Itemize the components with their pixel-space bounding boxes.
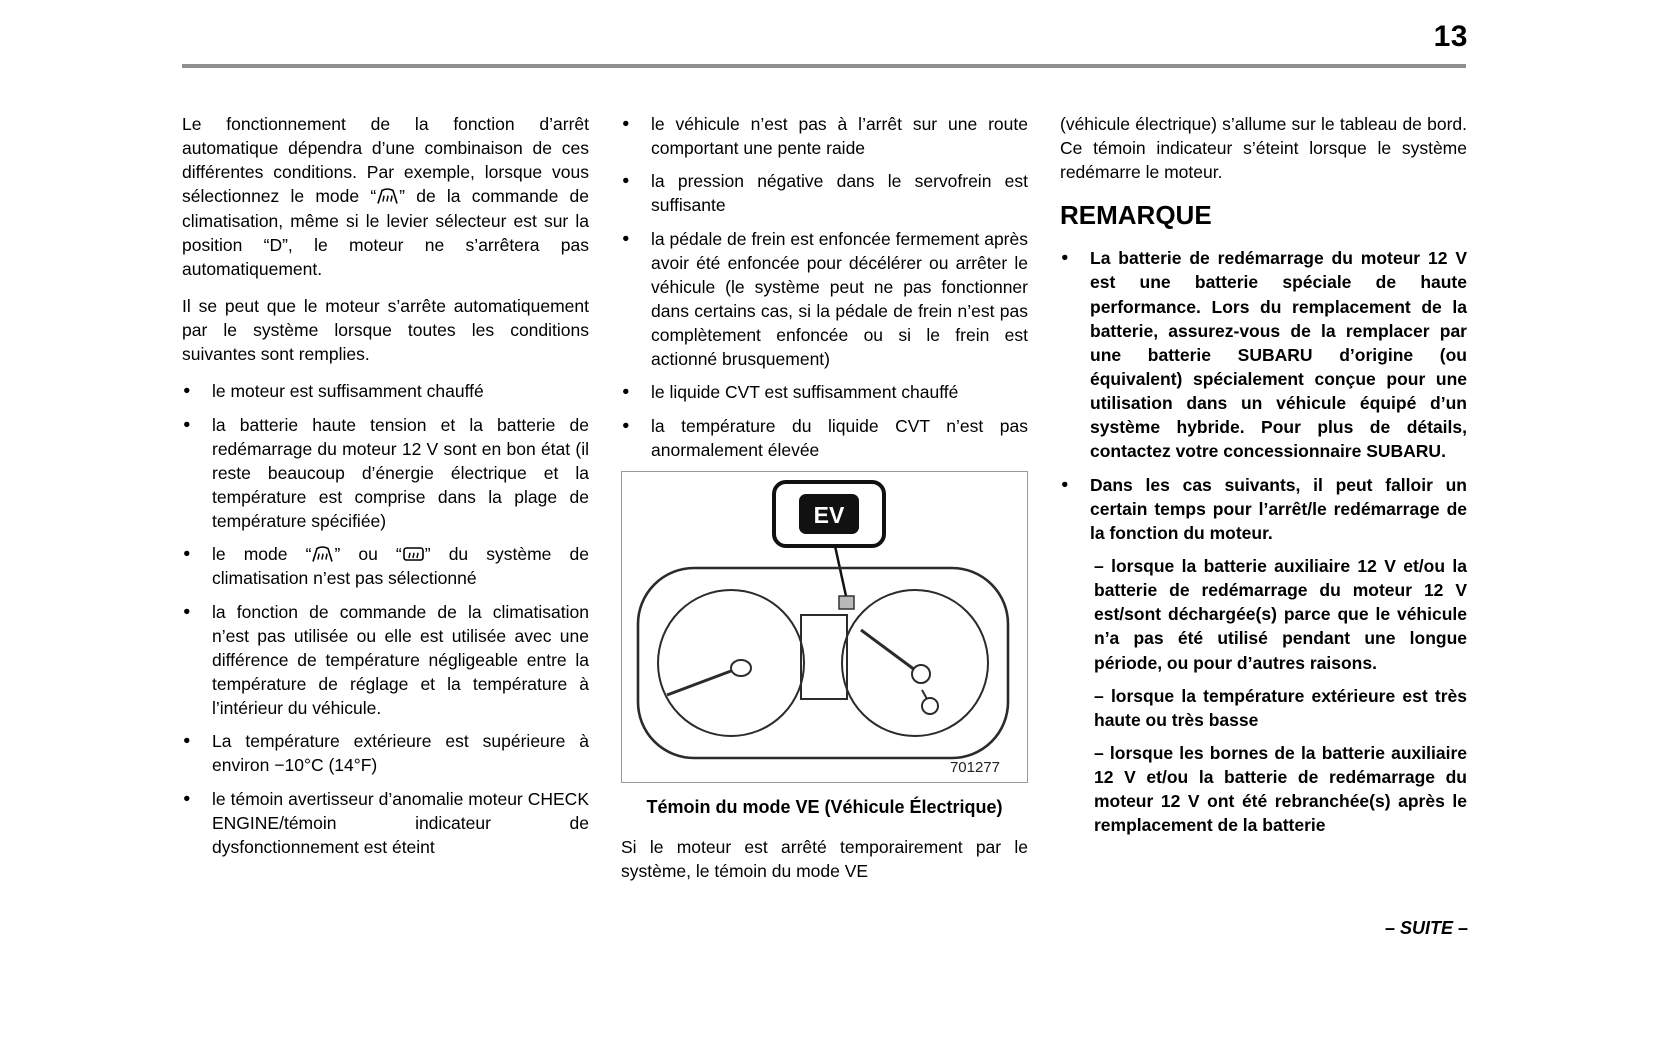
trip-knob (922, 698, 938, 714)
paragraph-text: Le fonctionnement de la fonction d’arrêt automatique dépendra d’une combinaison de ces différentes conditions. Par exemple, lorsque vous sélectionnez le mode “ (182, 114, 589, 207)
bullet-item (182, 542, 589, 590)
right-gauge (842, 590, 988, 736)
front-defrost-icon (311, 544, 334, 563)
bullet-item: ● la pédale de frein est enfoncée fermement après avoir été enfoncée pour décélérer ou arrêter le véhicule (le système peut ne pas fonctionner dans certains cas, si la pédale de frein n’est pas complètement enfoncée ou si le frein est actionné brusquement) (621, 227, 1028, 372)
column-2 (621, 112, 1028, 896)
paragraph: Si le moteur est arrêté temporairement par le système, le témoin du mode VE (621, 836, 1028, 881)
bullet-item: ● le véhicule n’est pas à l’arrêt sur une route comportant une pente raide (621, 112, 1028, 160)
note-sub-item: – lorsque la batterie auxiliaire 12 V et/ou la batterie de redémarrage du moteur 12 V est/sont déchargée(s) parce que le véhicule n’a pas été utilisé pendant une longue période, ou pour d’autres raisons. (1094, 555, 1467, 673)
note-bullet-item: ● Dans les cas suivants, il peut falloir un certain temps pour l’arrêt/le redémarrage de la fonction du moteur. (1060, 473, 1467, 545)
bullet-item: ● le liquide CVT est suffisamment chauffé (621, 380, 1028, 404)
remarque-heading: REMARQUE (1060, 200, 1212, 231)
right-gauge-needle (861, 630, 919, 673)
ev-indicator-location (839, 596, 854, 609)
bullet-item: ● la batterie haute tension et la batterie de redémarrage du moteur 12 V sont en bon état (il reste beaucoup d’énergie électrique et la température est comprise dans la plage de température spécifiée) (182, 413, 589, 534)
paragraph-text: ” de la commande de climatisation, même si le levier sélecteur est sur la position “D”, le moteur ne s’arrêtera pas automatiquement. (182, 186, 589, 279)
figure-caption: Témoin du mode VE (Véhicule Électrique) (646, 796, 1003, 817)
callout-line (835, 546, 846, 596)
right-gauge-hub (912, 665, 930, 683)
rear-defrost-icon (402, 544, 425, 563)
paragraph: Il se peut que le moteur s’arrête automatiquement par le système lorsque toutes les conditions suivantes sont remplies. (182, 295, 589, 365)
note-sub-item: – lorsque les bornes de la batterie auxiliaire 12 V et/ou la batterie de redémarrage du moteur 12 V ont été rebranchée(s) après le remplacement de la batterie (1094, 742, 1467, 836)
left-gauge-needle (667, 668, 739, 695)
page-content (182, 112, 1468, 896)
ev-badge-label: EV (813, 501, 845, 528)
column-1 (182, 112, 589, 896)
cluster-outline (638, 568, 1008, 758)
bullet-item: ● la température du liquide CVT n’est pas anormalement élevée (621, 414, 1028, 462)
bullet-item: ● la fonction de commande de la climatisation n’est pas utilisée ou elle est utilisée avec une différence de température négligeable entre la température de réglage et la température à l’intérieur du véhicule. (182, 600, 589, 721)
bullet-item: ● le moteur est suffisamment chauffé (182, 379, 589, 403)
instrument-cluster-figure (621, 471, 1028, 783)
bullet-text: ” ou “ (334, 544, 402, 565)
instrument-cluster-illustration (622, 472, 1027, 782)
front-defrost-icon (376, 186, 399, 205)
bullet-text: le mode “ (212, 544, 312, 565)
bullet-item: ● la pression négative dans le servofrein est suffisante (621, 169, 1028, 217)
column-3 (1060, 112, 1467, 896)
bullet-item: ● le témoin avertisseur d’anomalie moteur CHECK ENGINE/témoin indicateur de dysfonctionnement est éteint (182, 787, 589, 859)
note-sub-item: – lorsque la température extérieure est très haute ou très basse (1094, 685, 1467, 730)
bullet-item: ● La température extérieure est supérieure à environ −10°C (14°F) (182, 729, 589, 777)
knob-stem (922, 690, 927, 699)
page-number: 13 (1433, 20, 1468, 53)
paragraph: (véhicule électrique) s’allume sur le tableau de bord. Ce témoin indicateur s’éteint lorsque le système redémarre le moteur. (1060, 114, 1467, 183)
left-gauge (658, 590, 804, 736)
bullet-text: ” du système de climatisation n’est pas sélectionné (212, 544, 589, 589)
paragraph (182, 112, 589, 281)
header-rule (182, 64, 1466, 68)
center-display (801, 615, 847, 699)
note-bullet-item: ● La batterie de redémarrage du moteur 12 V est une batterie spéciale de haute performance. Lors du remplacement de la batterie, assurez-vous de la remplacer par une batterie SUBARU d’origine (ou équivalent) spécialement conçue pour une utilisation dans un véhicule équipé d’un système hybride. Pour plus de détails, contactez votre concessionnaire SUBARU. (1060, 246, 1467, 463)
continuation-marker: – SUITE – (1384, 918, 1468, 938)
left-gauge-hub (731, 660, 751, 676)
figure-number: 701277 (949, 758, 1000, 776)
